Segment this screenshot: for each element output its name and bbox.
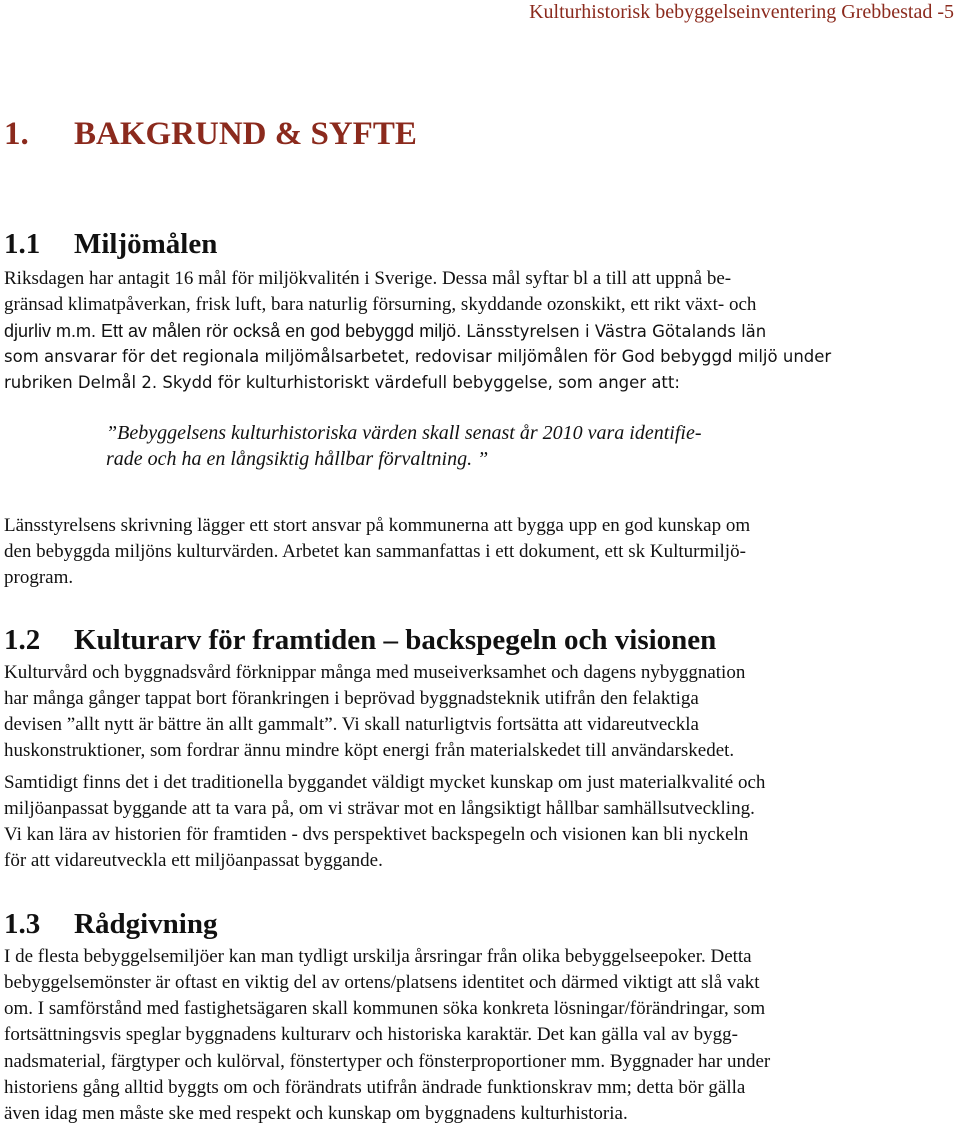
running-header: Kulturhistorisk bebyggelseinventering Grebbestad -5 xyxy=(529,1,954,23)
body-line: miljöanpassat byggande att ta vara på, om vi strävar mot en långsiktigt hållbar samhällsutveckling. xyxy=(4,798,755,819)
body-line: I de flesta bebyggelsemiljöer kan man tydligt urskilja årsringar från olika bebyggelseepoker. Detta xyxy=(4,946,752,967)
body-line: bebyggelsemönster är oftast en viktig del av ortens/platsens identitet och därmed viktigt att slå vakt xyxy=(4,972,760,993)
section-heading-1-2 xyxy=(4,624,716,657)
chapter-heading xyxy=(4,116,417,153)
body-line-part: rubriken Delmål 2. xyxy=(4,373,163,392)
body-line: har många gånger tappat bort förankringen i beprövad byggnadsteknik utifrån den felaktiga xyxy=(4,688,699,709)
body-line: Vi kan lära av historien för framtiden - dvs perspektivet backspegeln och visionen kan bli nyckeln xyxy=(4,824,749,845)
body-line: Samtidigt finns det i det traditionella byggandet väldigt mycket kunskap om just materialkvalité och xyxy=(4,772,766,793)
body-line: nadsmaterial, färgtyper och kulörval, fönstertyper och fönsterproportioner mm. Byggnader har under xyxy=(4,1051,771,1072)
body-line: devisen ”allt nytt är bättre än allt gammalt”. Vi skall naturligtvis fortsätta att vidareutveckla xyxy=(4,714,699,735)
section-heading-1-1 xyxy=(4,228,217,261)
chapter-number: 1. xyxy=(4,116,29,152)
body-line: om. I samförstånd med fastighetsägaren skall kommunen söka konkreta lösningar/förändringar, som xyxy=(4,998,766,1019)
chapter-title: BAKGRUND & SYFTE xyxy=(74,116,417,152)
body-line: gränsad klimatpåverkan, frisk luft, bara naturlig försurning, skyddande ozonskikt, ett rikt växt- och xyxy=(4,294,757,315)
section-heading-1-3 xyxy=(4,908,217,941)
body-line: Kulturvård och byggnadsvård förknippar många med museiverksamhet och dagens nybyggnation xyxy=(4,662,746,683)
section-number: 1.1 xyxy=(4,228,41,260)
body-line-part: Länsstyrelsen i Västra Götalands län xyxy=(466,322,767,341)
body-line: som ansvarar för det regionala miljömålsarbetet, redovisar miljömålen för God bebyggd miljö under xyxy=(4,347,832,366)
body-line: Länsstyrelsens skrivning lägger ett stort ansvar på kommunerna att bygga upp en god kunskap om xyxy=(4,515,751,536)
body-line: för att vidareutveckla ett miljöanpassat byggande. xyxy=(4,850,383,871)
section-number: 1.2 xyxy=(4,624,41,656)
quote-line: rade och ha en långsiktig hållbar förvaltning. ” xyxy=(106,448,489,470)
body-line: program. xyxy=(4,567,74,588)
section-title: Kulturarv för framtiden – backspegeln och visionen xyxy=(74,624,717,656)
section-number: 1.3 xyxy=(4,908,41,940)
body-line: fortsättningsvis speglar byggnadens kulturarv och historiska karaktär. Det kan gälla val av bygg- xyxy=(4,1024,738,1045)
body-line xyxy=(4,318,766,345)
body-line: huskonstruktioner, som fordrar ännu mindre köpt energi från materialskedet till användarskedet. xyxy=(4,740,735,761)
body-line: även idag men måste ske med respekt och kunskap om byggnadens kulturhistoria. xyxy=(4,1103,628,1124)
body-line xyxy=(4,370,680,396)
quote-line: ”Bebyggelsens kulturhistoriska värden skall senast år 2010 vara identifie- xyxy=(106,422,702,444)
section-title: Miljömålen xyxy=(74,228,218,260)
body-line: den bebyggda miljöns kulturvärden. Arbetet kan sammanfattas i ett dokument, ett sk Kulturmiljö- xyxy=(4,541,746,562)
body-line: historiens gång alltid byggts om och förändrats utifrån ändrade funktionskrav mm; detta bör gälla xyxy=(4,1077,746,1098)
body-line-part: Skydd för kulturhistoriskt värdefull bebyggelse, som anger att: xyxy=(162,373,680,392)
section-title: Rådgivning xyxy=(74,908,218,940)
body-line: Riksdagen har antagit 16 mål för miljökvalitén i Sverige. Dessa mål syftar bl a till att uppnå be- xyxy=(4,268,732,289)
body-line-part: djurliv m.m. Ett av målen rör också en god bebyggd miljö. xyxy=(4,321,467,341)
